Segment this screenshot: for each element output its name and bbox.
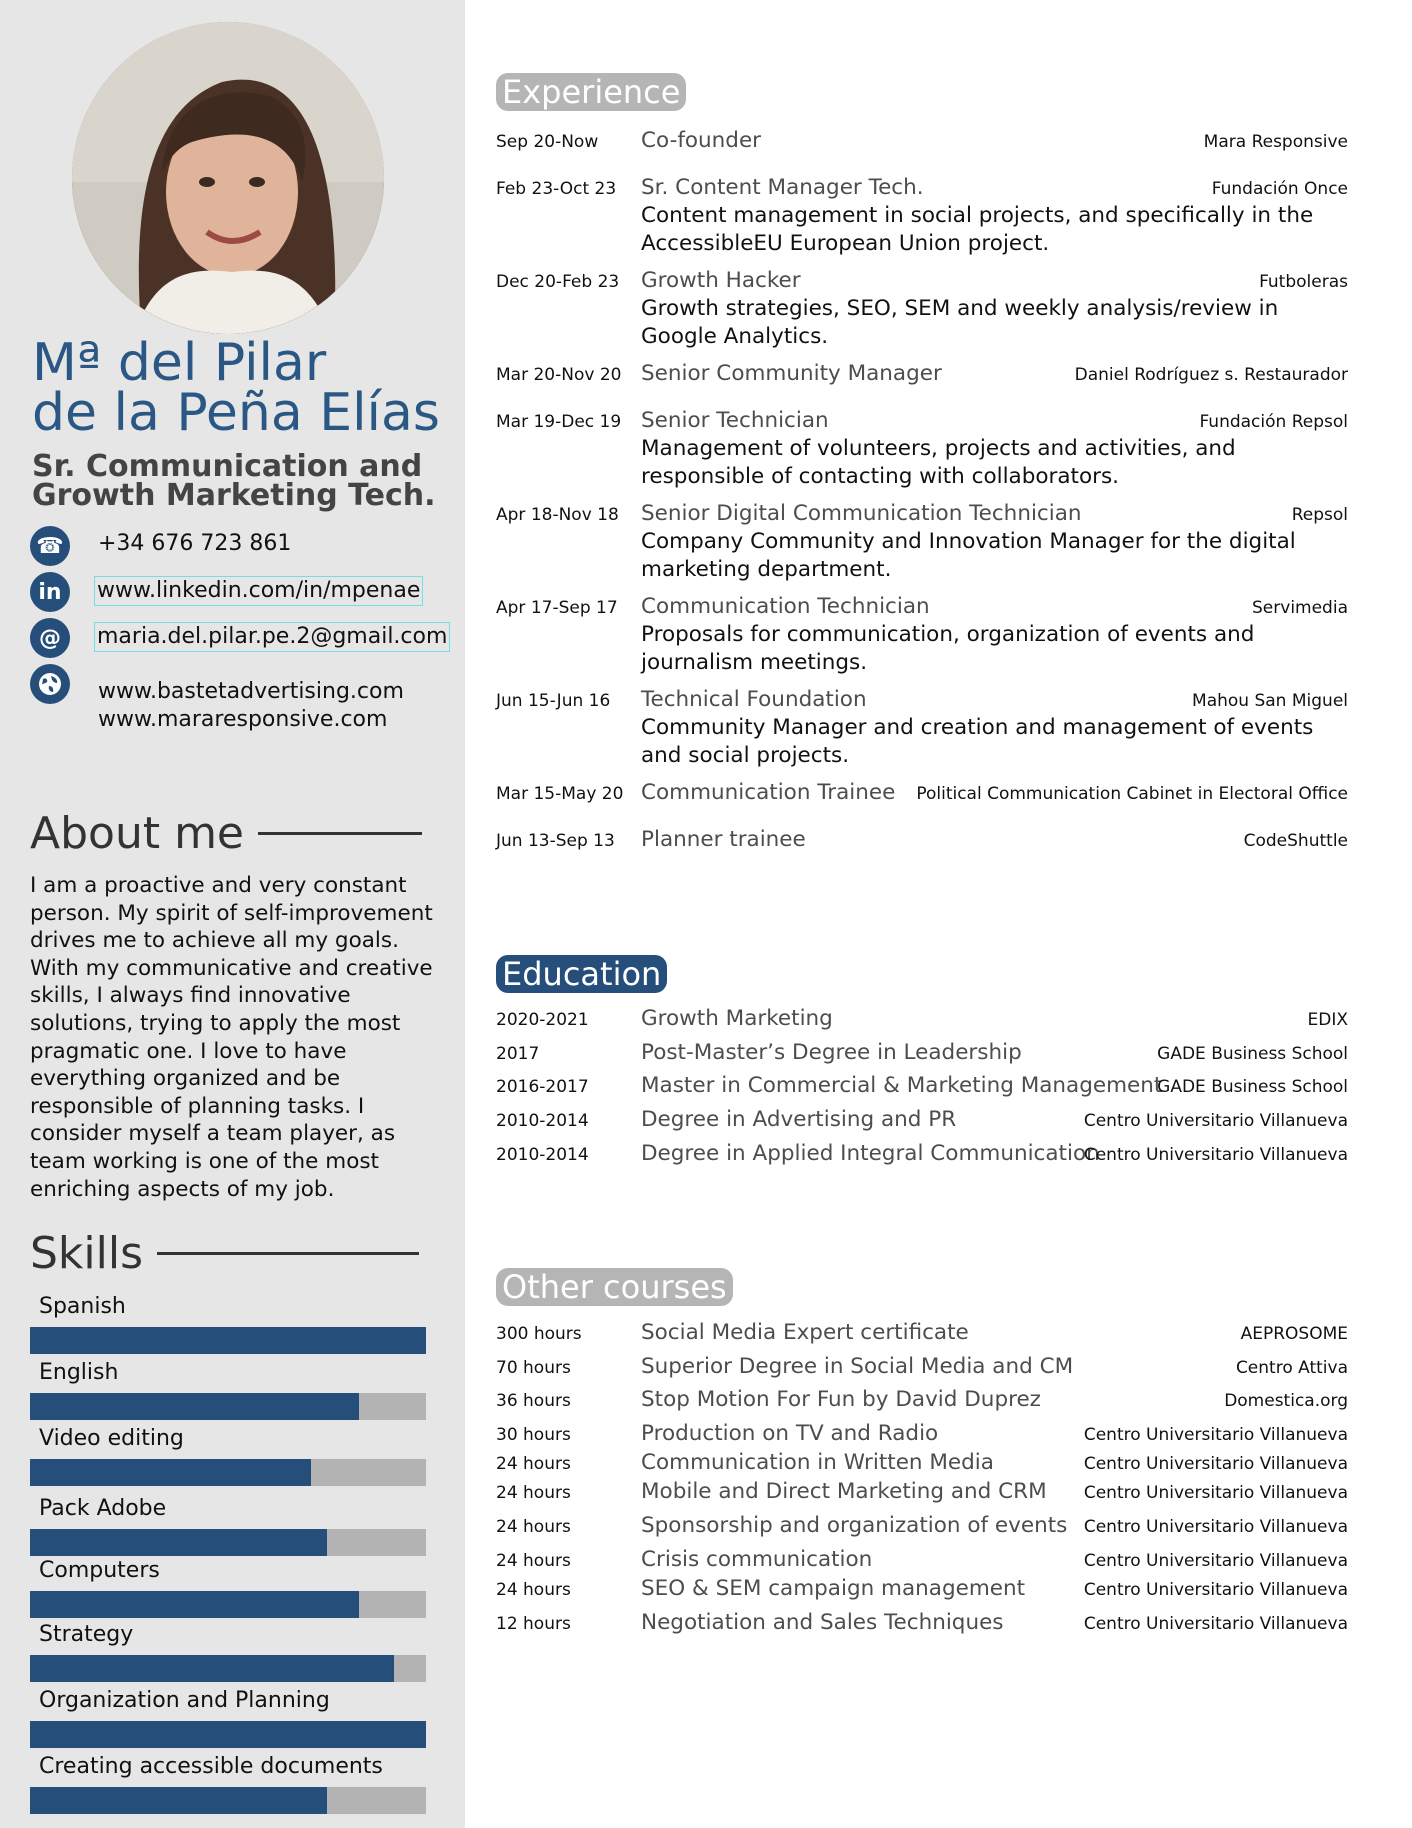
skill-item [30,1622,426,1682]
entry-date: Jun 13-Sep 13 [496,831,615,851]
entry-title: Sponsorship and organization of events [641,1513,1068,1538]
entry-org: Centro Universitario Villanueva [1083,1425,1348,1445]
entry-org: Centro Universitario Villanueva [1083,1454,1348,1474]
entry-org: Centro Attiva [1235,1358,1348,1378]
entry-org: Political Communication Cabinet in Electoral Office [916,784,1348,804]
education-heading: Education [496,955,667,993]
linkedin-link[interactable]: www.linkedin.com/in/mpenae [94,576,423,606]
skills-heading [30,1228,419,1279]
entry-title: Social Media Expert certificate [641,1320,969,1345]
profile-photo [72,22,384,334]
skill-bar-fill [30,1591,359,1618]
role-line-1: Sr. Communication and [32,449,423,484]
entry-date: 24 hours [496,1454,571,1474]
entry-date: Mar 15-May 20 [496,784,624,804]
entry-title: Crisis communication [641,1547,873,1572]
contact-websites [30,664,404,734]
entry-title: Communication in Written Media [641,1450,994,1475]
about-heading-rule [258,832,422,835]
entry-date: 24 hours [496,1580,571,1600]
entry-title: Mobile and Direct Marketing and CRM [641,1479,1047,1504]
email-icon: @ [30,618,70,658]
entry-date: Jun 15-Jun 16 [496,691,611,711]
skill-bar [30,1327,426,1354]
skill-label: Strategy [39,1622,134,1647]
skill-label: Computers [39,1558,160,1583]
entry-org: Centro Universitario Villanueva [1083,1614,1348,1634]
entry-description: Proposals for communication, organization of events and journalism meetings. [641,622,1255,675]
entry-org: Centro Universitario Villanueva [1083,1145,1348,1165]
entry-description: Management of volunteers, projects and activities, and responsible of contacting with collaborators. [641,436,1236,489]
entry-org: Domestica.org [1224,1391,1348,1411]
entry-org: Centro Universitario Villanueva [1083,1483,1348,1503]
entry-date: 2017 [496,1044,540,1064]
profile-role [32,449,436,513]
entry-description: Community Manager and creation and management of events and social projects. [641,715,1314,768]
about-text: I am a proactive and very constant person. My spirit of self-improvement drives me to achieve all my goals. With my communicative and creative skills, I always find innovative solutions, trying to apply the most pragmatic one. I love to have everything organized and be responsible of planning tasks. I consider myself a team player, as team working is one of the most enriching aspects of my job. [30,873,433,1202]
entry-date: 24 hours [496,1551,571,1571]
entry-date: Mar 20-Nov 20 [496,365,622,385]
entry-title: Growth Hacker [641,268,801,293]
about-heading-text: About me [30,808,245,859]
entry-date: Sep 20-Now [496,132,599,152]
skill-label: Pack Adobe [39,1496,167,1521]
skill-bar-fill [30,1327,426,1354]
skill-bar [30,1529,426,1556]
entry-org: Mahou San Miguel [1192,691,1348,711]
entry-org: GADE Business School [1157,1077,1348,1097]
websites [98,678,404,734]
linkedin-icon: in [30,572,70,612]
skill-bar-fill [30,1721,426,1748]
courses-heading: Other courses [496,1268,733,1306]
experience-heading: Experience [496,73,686,111]
entry-org: AEPROSOME [1240,1324,1348,1344]
entry-org: Fundación Once [1211,179,1348,199]
entry-title: Production on TV and Radio [641,1421,939,1446]
phone-icon: ☎ [30,526,70,566]
entry-org: Daniel Rodríguez s. Restaurador [1074,365,1348,385]
skill-bar-fill [30,1459,311,1486]
entry-title: Growth Marketing [641,1006,833,1031]
contact-linkedin [30,572,423,612]
entry-title: Planner trainee [641,827,806,852]
entry-description: Company Community and Innovation Manager for the digital marketing department. [641,529,1296,582]
entry-date: 70 hours [496,1358,571,1378]
entry-org: CodeShuttle [1243,831,1348,851]
name-line-2: de la Peña Elías [32,383,440,443]
skill-bar [30,1459,426,1486]
entry-org: Fundación Repsol [1199,412,1348,432]
contact-email [30,618,450,658]
skill-item [30,1426,426,1486]
entry-date: 36 hours [496,1391,571,1411]
skill-item [30,1294,426,1354]
contact-phone [30,526,291,566]
entry-org: GADE Business School [1157,1044,1348,1064]
skills-heading-text: Skills [30,1228,144,1279]
entry-title: Degree in Advertising and PR [641,1107,957,1132]
entry-date: Apr 17-Sep 17 [496,598,618,618]
entry-org: Centro Universitario Villanueva [1083,1580,1348,1600]
skill-bar [30,1655,426,1682]
entry-org: Servimedia [1252,598,1348,618]
entry-title: Master in Commercial & Marketing Management [641,1073,1163,1098]
about-heading [30,808,422,859]
entry-org: Mara Responsive [1203,132,1348,152]
globe-icon [30,664,70,704]
entry-title: Sr. Content Manager Tech. [641,175,924,200]
skill-label: Organization and Planning [39,1688,330,1713]
entry-org: Centro Universitario Villanueva [1083,1111,1348,1131]
entry-date: Dec 20-Feb 23 [496,272,620,292]
skill-item [30,1558,426,1618]
skill-label: Creating accessible documents [39,1754,383,1779]
skill-bar [30,1721,426,1748]
entry-org: EDIX [1307,1010,1348,1030]
entry-org: Futboleras [1259,272,1348,292]
website-link-1[interactable]: www.bastetadvertising.com [98,679,404,704]
entry-org: Repsol [1291,505,1348,525]
entry-org: Centro Universitario Villanueva [1083,1517,1348,1537]
skill-bar-fill [30,1529,327,1556]
entry-title: Technical Foundation [641,687,867,712]
entry-date: 24 hours [496,1517,571,1537]
sidebar [0,0,465,1828]
entry-date: 2020-2021 [496,1010,589,1030]
profile-photo-image [72,22,384,334]
globe-icon-shape [37,671,63,697]
skill-item [30,1688,426,1748]
entry-title: Communication Trainee [641,780,896,805]
entry-date: 2016-2017 [496,1077,589,1097]
entry-title: Negotiation and Sales Techniques [641,1610,1004,1635]
entry-title: Senior Community Manager [641,361,942,386]
entry-title: Superior Degree in Social Media and CM [641,1354,1074,1379]
skill-bar [30,1393,426,1420]
profile-name [32,333,440,443]
skill-bar-fill [30,1787,327,1814]
entry-title: SEO & SEM campaign management [641,1576,1026,1601]
entry-date: Apr 18-Nov 18 [496,505,619,525]
skill-item [30,1496,426,1556]
skill-item [30,1754,426,1814]
website-link-2[interactable]: www.mararesponsive.com [98,707,388,732]
entry-title: Post-Master’s Degree in Leadership [641,1040,1022,1065]
skill-item [30,1360,426,1420]
entry-org: Centro Universitario Villanueva [1083,1551,1348,1571]
entry-title: Stop Motion For Fun by David Duprez [641,1387,1041,1412]
entry-title: Communication Technician [641,594,930,619]
skills-heading-rule [157,1252,419,1255]
entry-date: 30 hours [496,1425,571,1445]
role-line-2: Growth Marketing Tech. [32,478,436,513]
entry-date: 2010-2014 [496,1111,589,1131]
skill-bar [30,1591,426,1618]
entry-title: Senior Technician [641,408,829,433]
entry-date: Feb 23-Oct 23 [496,179,617,199]
entry-date: Mar 19-Dec 19 [496,412,622,432]
skill-label: English [39,1360,119,1385]
entry-date: 300 hours [496,1324,582,1344]
email-link[interactable]: maria.del.pilar.pe.2@gmail.com [94,622,450,652]
skill-bar-fill [30,1655,394,1682]
entry-description: Content management in social projects, and specifically in the AccessibleEU European Union project. [641,203,1314,256]
entry-title: Co-founder [641,128,762,153]
name-line-1: Mª del Pilar [32,333,327,393]
entry-title: Degree in Applied Integral Communication [641,1141,1100,1166]
skill-bar-fill [30,1393,359,1420]
entry-date: 24 hours [496,1483,571,1503]
entry-title: Senior Digital Communication Technician [641,501,1082,526]
phone-number: +34 676 723 861 [98,531,292,556]
skill-label: Spanish [39,1294,126,1319]
skill-label: Video editing [39,1426,184,1451]
entry-date: 12 hours [496,1614,571,1634]
entry-description: Growth strategies, SEO, SEM and weekly analysis/review in Google Analytics. [641,296,1279,349]
entry-date: 2010-2014 [496,1145,589,1165]
skill-bar [30,1787,426,1814]
